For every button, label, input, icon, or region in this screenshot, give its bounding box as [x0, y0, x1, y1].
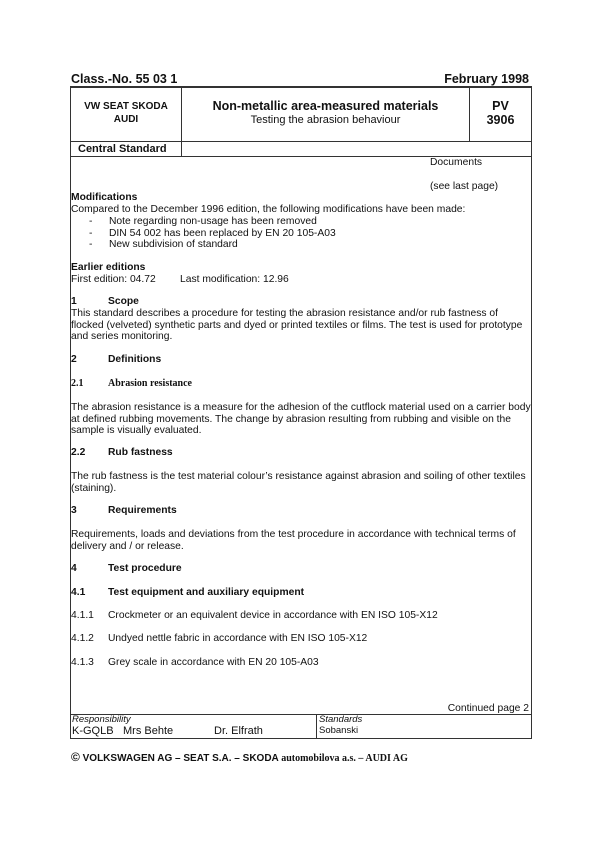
- issue-date: February 1998: [444, 72, 529, 86]
- responsible-person-2: Dr. Elfrath: [214, 725, 263, 737]
- section-4-1-3-text: Grey scale in accordance with EN 20 105-A03: [108, 657, 319, 668]
- section-4-number: 4: [71, 563, 77, 574]
- section-4-1-3-number: 4.1.3: [71, 657, 94, 668]
- section-2-2-title: Rub fastness: [108, 447, 173, 458]
- section-1-title: Scope: [108, 296, 139, 307]
- continued-note: Continued page 2: [447, 703, 529, 714]
- pv-number: 3906: [486, 113, 515, 127]
- responsibility-label: Responsibility: [72, 714, 131, 725]
- modifications-heading: Modifications: [71, 192, 138, 203]
- copyright-companies-serif: automobilova a.s. – AUDI AG: [281, 753, 408, 764]
- header-right-rule: [531, 86, 532, 156]
- brands-line-1: VW SEAT SKODA: [84, 101, 168, 112]
- copyright-line: [71, 750, 408, 764]
- section-4-1-2-number: 4.1.2: [71, 633, 94, 644]
- section-2-1-title: Abrasion resistance: [108, 378, 192, 389]
- modifications-list: [89, 216, 336, 251]
- standards-label: Standards: [319, 714, 363, 725]
- document-subtitle: Testing the abrasion behaviour: [250, 114, 401, 126]
- section-2-title: Definitions: [108, 354, 162, 365]
- section-3-number: 3: [71, 505, 77, 516]
- section-2-1-text: The abrasion resistance is a measure for the adhesion of the cutflock material used on a carrier body at defined rubbing movements. The change by abrasion resulting from rubbing and visible on the sample is visually evaluated.: [71, 402, 531, 436]
- see-last-page: (see last page): [430, 181, 499, 192]
- earlier-editions-heading: Earlier editions: [71, 262, 146, 273]
- section-4-title: Test procedure: [108, 563, 182, 574]
- section-2-2-text: The rub fastness is the test material colour’s resistance against abrasion and soiling of other textiles (staining).: [71, 471, 526, 494]
- section-1-number: 1: [71, 296, 77, 307]
- responsible-department: K-GQLB: [72, 725, 114, 737]
- copyright-companies: VOLKSWAGEN AG – SEAT S.A. – SKODA: [82, 753, 279, 764]
- section-2-number: 2: [71, 354, 77, 365]
- section-4-1-number: 4.1: [71, 587, 86, 598]
- list-item: - New subdivision of standard: [89, 239, 336, 251]
- footer-divider: [316, 714, 317, 738]
- standards-person: Sobanski: [319, 725, 359, 736]
- section-1-text: This standard describes a procedure for testing the abrasion resistance and/or rub fastness of flocked (velveted) synthetic parts and dyed or printed textiles or films. The test is used for prototype and series monitoring.: [71, 308, 523, 342]
- section-4-1-title: Test equipment and auxiliary equipment: [108, 587, 305, 598]
- footer-bottom-rule: [70, 738, 532, 739]
- body-right-rule: [531, 156, 532, 738]
- header-top-rule: [70, 86, 532, 88]
- first-edition: First edition: 04.72: [71, 274, 156, 285]
- list-item: - Note regarding non-usage has been removed: [89, 216, 336, 228]
- copyright-symbol: ©: [71, 750, 80, 764]
- responsible-person-1: Mrs Behte: [123, 725, 174, 737]
- pv-label: PV: [492, 99, 509, 113]
- section-2-1-number: 2.1: [71, 378, 84, 389]
- pv-cell: [470, 99, 531, 127]
- class-number: Class.-No. 55 03 1: [71, 72, 178, 86]
- brands-line-2: AUDI: [113, 114, 139, 125]
- header-mid-rule: [70, 141, 532, 142]
- title-cell: [182, 99, 469, 127]
- central-standard-label: Central Standard: [78, 143, 167, 155]
- section-4-1-1-number: 4.1.1: [71, 610, 94, 621]
- last-modification: Last modification: 12.96: [180, 274, 289, 285]
- section-2-2-number: 2.2: [71, 447, 86, 458]
- list-item: - DIN 54 002 has been replaced by EN 20 105-A03: [89, 228, 336, 240]
- section-3-text: Requirements, loads and deviations from the test procedure in accordance with technical terms of delivery and / or release.: [71, 529, 516, 552]
- documents-label: Documents: [430, 157, 483, 168]
- section-3-title: Requirements: [108, 505, 177, 516]
- brand-cell: [71, 100, 181, 126]
- modifications-intro: Compared to the December 1996 edition, the following modifications have been made:: [71, 204, 466, 215]
- section-4-1-2-text: Undyed nettle fabric in accordance with EN ISO 105-X12: [108, 633, 368, 644]
- document-title: Non-metallic area-measured materials: [212, 99, 439, 113]
- section-4-1-1-text: Crockmeter or an equivalent device in accordance with EN ISO 105-X12: [108, 610, 438, 621]
- footer-top-rule: [70, 714, 532, 715]
